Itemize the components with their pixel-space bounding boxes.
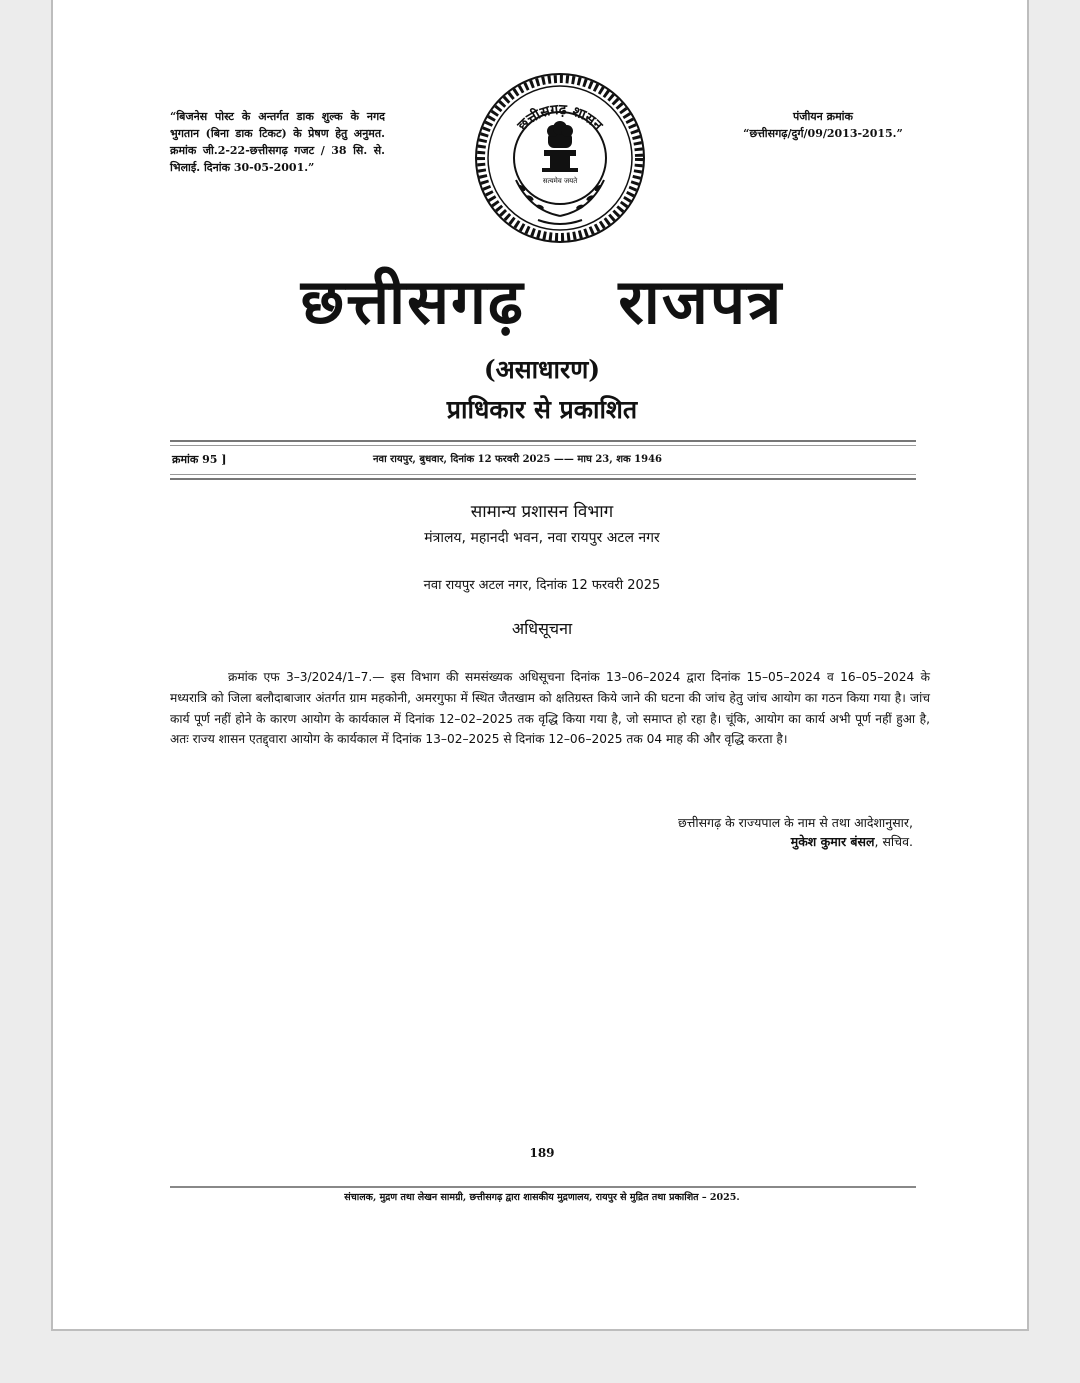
gazette-title: छत्तीसगढ़ राजपत्र bbox=[300, 265, 784, 338]
notice-body: क्रमांक एफ 3–3/2024/1–7.— इस विभाग की समसंख्यक अधिसूचना दिनांक 13–06–2024 द्वारा दिनांक 15–05–2024 व 16–05–2024 के मध्यरात्रि को जिला बलौदाबाजार अंतर्गत ग्राम महकोनी, अमरगुफा में स्थित जैतखाम को क्षतिग्रस्त किये जाने की घटना की जांच हेतु जांच आयोग का गठन किया गया है। जांच कार्य पूर्ण नहीं होने के कारण आयोग के कार्यकाल में दिनांक 12–02–2025 तक वृद्धि किया गया है, जो समाप्त हो रहा है। चूंकि, आयोग का कार्य अभी पूर्ण नहीं हुआ है, अतः राज्य शासन एतद्द्वारा आयोग के कार्यकाल में दिनांक 13–02–2025 से दिनांक 12–06–2025 तक 04 माह की और वृद्धि करता है। bbox=[170, 670, 930, 747]
header-divider bbox=[170, 474, 916, 475]
department-name: सामान्य प्रशासन विभाग bbox=[470, 502, 614, 522]
postal-permit-note: “बिजनेस पोस्ट के अन्तर्गत डाक शुल्क के नगद भुगतान (बिना डाक टिकट) के प्रेषण हेतु अनुमत. क्रमांक जी.2-22-छत्तीसगढ़ गजट / 38 सि. से. भिलाई. दिनांक 30-05-2001.” bbox=[170, 110, 385, 174]
signatory-title: , सचिव. bbox=[874, 834, 913, 849]
header-divider bbox=[170, 445, 916, 446]
issue-number: क्रमांक 95 ] bbox=[172, 453, 227, 466]
signatory bbox=[533, 832, 913, 852]
printer-line: संचालक, मुद्रण तथा लेखन सामग्री, छत्तीसगढ़ द्वारा शासकीय मुद्रणालय, रायपुर से मुद्रित तथा प्रकाशित – 2025. bbox=[344, 1192, 740, 1203]
department-address: मंत्रालय, महानदी भवन, नवा रायपुर अटल नगर bbox=[424, 530, 660, 546]
signatory-name: मुकेश कुमार बंसल bbox=[790, 834, 875, 849]
gazette-authority: प्राधिकार से प्रकाशित bbox=[446, 395, 638, 424]
footer-divider bbox=[170, 1186, 916, 1188]
header-divider bbox=[170, 440, 916, 442]
notice-place-date: नवा रायपुर अटल नगर, दिनांक 12 फरवरी 2025 bbox=[423, 578, 661, 593]
emblem-arc-text: छत्तीसगढ़ शासन bbox=[514, 101, 606, 134]
registration-note bbox=[703, 108, 943, 142]
registration-label: पंजीयन क्रमांक bbox=[793, 110, 853, 123]
issue-date: नवा रायपुर, बुधवार, दिनांक 12 फरवरी 2025 —— माघ 23, शक 1946 bbox=[373, 454, 663, 465]
gazette-page bbox=[51, 0, 1029, 1331]
registration-number: “छत्तीसगढ़/दुर्ग/09/2013-2015.” bbox=[743, 127, 903, 140]
authority-line: छत्तीसगढ़ के राज्यपाल के नाम से तथा आदेशानुसार, bbox=[677, 815, 913, 830]
emblem-motto: सत्यमेव जयते bbox=[542, 177, 578, 185]
gazette-edition: (असाधारण) bbox=[483, 355, 601, 384]
page-number: 189 bbox=[529, 1146, 555, 1160]
header-divider bbox=[170, 478, 916, 480]
state-emblem-seal bbox=[460, 70, 660, 250]
notice-heading: अधिसूचना bbox=[511, 619, 573, 638]
